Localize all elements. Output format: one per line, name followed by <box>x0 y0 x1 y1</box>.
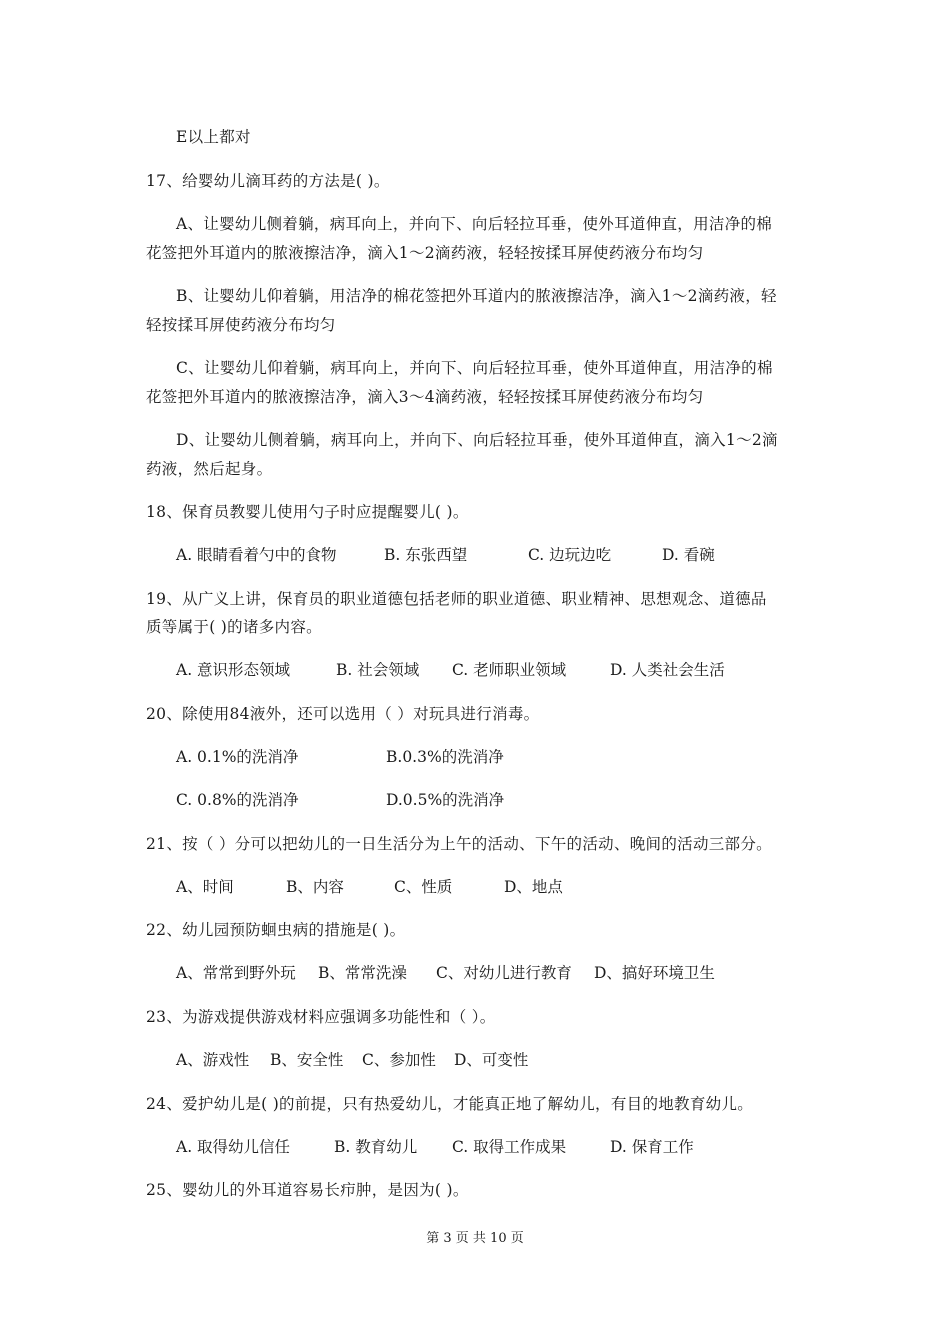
q24-option-b: B. 教育幼儿 <box>334 1138 418 1156</box>
q17-option-d-line1: D、让婴幼儿侧着躺，病耳向上，并向下、向后轻拉耳垂，使外耳道伸直，滴入1～2滴 <box>176 431 778 449</box>
q23-option-b: B、安全性 <box>270 1051 344 1069</box>
q22-option-c: C、对幼儿进行教育 <box>436 964 572 982</box>
q20-option-d: D.0.5%的洗消净 <box>386 791 505 809</box>
q23-option-d: D、可变性 <box>454 1051 529 1069</box>
question-19-line2: 质等属于( )的诸多内容。 <box>146 618 322 636</box>
q19-option-c: C. 老师职业领域 <box>452 661 567 679</box>
q20-option-b: B.0.3%的洗消净 <box>386 748 504 766</box>
q22-option-b: B、常常洗澡 <box>318 964 407 982</box>
q19-option-d: D. 人类社会生活 <box>610 661 725 679</box>
q19-option-a: A. 意识形态领域 <box>176 661 291 679</box>
q17-option-a-line1: A、让婴幼儿侧着躺，病耳向上，并向下、向后轻拉耳垂，使外耳道伸直，用洁净的棉 <box>176 215 773 233</box>
q18-option-a: A. 眼睛看着勺中的食物 <box>176 546 337 564</box>
question-21: 21、按（ ）分可以把幼儿的一日生活分为上午的活动、下午的活动、晚间的活动三部分。 <box>146 835 772 853</box>
question-25: 25、婴幼儿的外耳道容易长疖肿，是因为( )。 <box>146 1181 469 1199</box>
q17-option-c-line1: C、让婴幼儿仰着躺，病耳向上，并向下、向后轻拉耳垂，使外耳道伸直，用洁净的棉 <box>176 359 773 377</box>
question-24: 24、爱护幼儿是( )的前提，只有热爱幼儿，才能真正地了解幼儿，有目的地教育幼儿。 <box>146 1095 754 1113</box>
q21-option-c: C、性质 <box>394 878 453 896</box>
q22-option-a: A、常常到野外玩 <box>176 964 296 982</box>
q24-option-c: C. 取得工作成果 <box>452 1138 567 1156</box>
q17-option-c-line2: 花签把外耳道内的脓液擦洁净，滴入3～4滴药液，轻轻按揉耳屏使药液分布均匀 <box>146 388 704 406</box>
q18-option-c: C. 边玩边吃 <box>528 546 612 564</box>
q17-option-b-line1: B、让婴幼儿仰着躺，用洁净的棉花签把外耳道内的脓液擦洁净，滴入1～2滴药液，轻 <box>176 287 777 305</box>
q24-option-d: D. 保育工作 <box>610 1138 694 1156</box>
q22-option-d: D、搞好环境卫生 <box>594 964 715 982</box>
q21-option-b: B、内容 <box>286 878 344 896</box>
question-20: 20、除使用84液外，还可以选用（ ）对玩具进行消毒。 <box>146 705 540 723</box>
q23-option-a: A、游戏性 <box>176 1051 250 1069</box>
page-footer: 第 3 页 共 10 页 <box>426 1231 524 1246</box>
question-18: 18、保育员教婴儿使用勺子时应提醒婴儿( )。 <box>146 503 469 521</box>
q20-option-a: A. 0.1%的洗消净 <box>176 748 299 766</box>
q20-option-c: C. 0.8%的洗消净 <box>176 791 299 809</box>
option-e-line: E以上都对 <box>176 128 251 146</box>
question-22: 22、幼儿园预防蛔虫病的措施是( )。 <box>146 921 406 939</box>
q17-option-b-line2: 轻按揉耳屏使药液分布均匀 <box>146 316 336 334</box>
question-17: 17、给婴幼儿滴耳药的方法是( )。 <box>146 172 390 190</box>
q18-option-d: D. 看碗 <box>662 546 715 564</box>
q19-option-b: B. 社会领域 <box>336 661 420 679</box>
q24-option-a: A. 取得幼儿信任 <box>176 1138 291 1156</box>
q23-option-c: C、参加性 <box>362 1051 436 1069</box>
question-23: 23、为游戏提供游戏材料应强调多功能性和（ ）。 <box>146 1008 496 1026</box>
q17-option-d-line2: 药液，然后起身。 <box>146 460 273 478</box>
q21-option-a: A、时间 <box>176 878 234 896</box>
q18-option-b: B. 东张西望 <box>384 546 468 564</box>
q17-option-a-line2: 花签把外耳道内的脓液擦洁净，滴入1～2滴药液，轻轻按揉耳屏使药液分布均匀 <box>146 244 704 262</box>
q21-option-d: D、地点 <box>504 878 563 896</box>
question-19-line1: 19、从广义上讲，保育员的职业道德包括老师的职业道德、职业精神、思想观念、道德品 <box>146 590 767 608</box>
